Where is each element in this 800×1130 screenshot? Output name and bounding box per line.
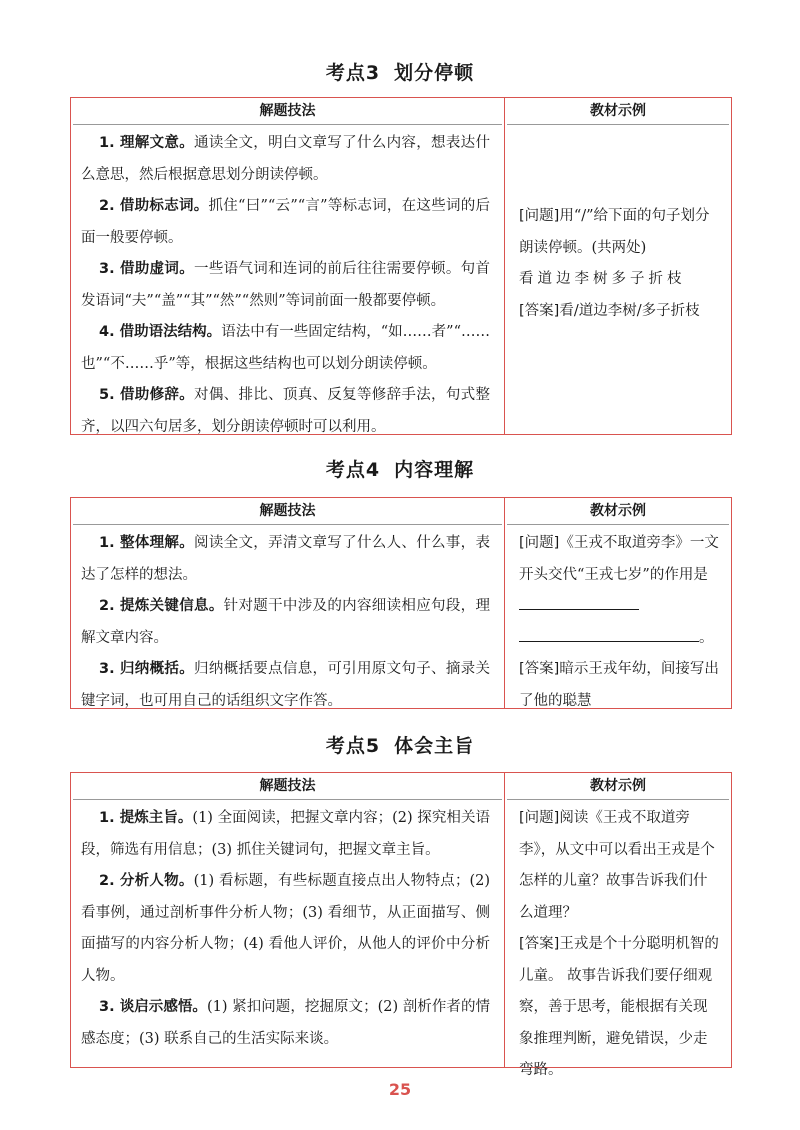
tip-item xyxy=(81,992,490,1055)
tips-column xyxy=(71,498,505,708)
tip-lead: 3. 谈启示感悟。 xyxy=(99,999,207,1015)
section-title-3 xyxy=(0,58,800,85)
answer-text: 看/道边李树/多子折枝 xyxy=(559,302,700,319)
tip-lead: 3. 借助虚词。 xyxy=(99,261,195,277)
tip-body: (1) 紧扣问题，挖掘原文；(2) 剖析作者的情感态度；(3) 联系自己的生活实际来谈。 xyxy=(81,999,490,1047)
question-text: 用“/”给下面的句子划分朗读停顿。(共两处) xyxy=(519,208,710,256)
section-number: 考点4 xyxy=(325,459,381,481)
column-header-example: 教材示例 xyxy=(507,773,729,800)
example-answer xyxy=(519,654,721,717)
question-text: 阅读《王戎不取道旁李》，从文中可以看出王戎是个怎样的儿童？故事告诉我们什么道理？ xyxy=(519,810,715,921)
tip-body: 针对题干中涉及的内容细读相应句段，理解文章内容。 xyxy=(81,598,490,646)
tips-column xyxy=(71,98,505,434)
answer-tag: [答案] xyxy=(519,302,560,319)
answer-text: 王戎是个十分聪明机智的儿童。 故事告诉我们要仔细观察，善于思考，能根据有关现象推理判断，避免错误，少走弯路。 xyxy=(519,936,719,1078)
example-question xyxy=(519,201,721,264)
tip-body: (1) 看标题，有些标题直接点出人物特点；(2) 看事例，通过剖析事件分析人物；(3) 看细节，从正面描写、侧面描写的内容分析人物；(4) 看他人评价，从他人的评价中分析人物。 xyxy=(81,873,490,984)
question-tag: [问题] xyxy=(519,208,560,224)
tip-lead: 2. 提炼关键信息。 xyxy=(99,598,224,614)
example-column xyxy=(505,773,731,1078)
tip-body: 语法中有一些固定结构，“如……者”“……也”“不……乎”等，根据这些结构也可以划分朗读停顿。 xyxy=(81,324,490,372)
column-header-example: 教材示例 xyxy=(507,498,729,525)
tip-item xyxy=(81,591,490,654)
example-column xyxy=(505,98,731,434)
answer-tag: [答案] xyxy=(519,936,560,952)
example-column xyxy=(505,498,731,708)
tip-body: 归纳概括要点信息，可引用原文句子、摘录关键字词，也可用自己的话组织文字作答。 xyxy=(81,661,490,709)
section-3-table xyxy=(70,97,732,435)
section-number: 考点5 xyxy=(325,735,381,757)
question-tag: [问题] xyxy=(519,535,560,551)
question-tag: [问题] xyxy=(519,810,560,826)
section-title-4 xyxy=(0,455,800,482)
tip-item xyxy=(81,191,490,254)
tip-lead: 4. 借助语法结构。 xyxy=(99,324,222,340)
example-sentence: 看道边李树多子折枝 xyxy=(519,271,686,287)
tip-item xyxy=(81,380,490,443)
tip-body: 抓住“曰”“云”“言”等标志词，在这些词的后面一般要停顿。 xyxy=(81,198,490,246)
tip-item xyxy=(81,317,490,380)
answer-text: 暗示王戎年幼，间接写出了他的聪慧 xyxy=(519,661,719,709)
section-title-5 xyxy=(0,731,800,758)
tip-item xyxy=(81,803,490,866)
column-header-example: 教材示例 xyxy=(507,98,729,125)
tip-lead: 5. 借助修辞。 xyxy=(99,387,195,403)
example-question xyxy=(519,803,721,929)
section-name: 体会主旨 xyxy=(394,735,475,757)
tip-body: 阅读全文，弄清文章写了什么人、什么事，表达了怎样的想法。 xyxy=(81,535,490,583)
tip-item xyxy=(81,254,490,317)
tip-item xyxy=(81,528,490,591)
tip-body: 一些语气词和连词的前后往往需要停顿。句首发语词“夫”“盖”“其”“然”“然则”等词前面一般都要停顿。 xyxy=(81,261,490,309)
tip-lead: 1. 提炼主旨。 xyxy=(99,810,193,826)
tip-item xyxy=(81,128,490,191)
tip-body: 对偶、排比、顶真、反复等修辞手法，句式整齐，以四六句居多，划分朗读停顿时可以利用。 xyxy=(81,387,490,435)
tip-body: (1) 全面阅读，把握文章内容；(2) 探究相关语段，筛选有用信息；(3) 抓住关键词句，把握文章主旨。 xyxy=(81,810,490,858)
end-mark: 。 xyxy=(699,629,714,646)
example-answer xyxy=(519,296,721,328)
answer-tag: [答案] xyxy=(519,661,560,677)
tip-item xyxy=(81,654,490,717)
tip-body: 通读全文，明白文章写了什么内容，想表达什么意思，然后根据意思划分朗读停顿。 xyxy=(81,135,490,183)
tip-lead: 3. 归纳概括。 xyxy=(99,661,195,677)
page-number: 25 xyxy=(388,1080,412,1099)
section-5-table xyxy=(70,772,732,1078)
section-name: 划分停顿 xyxy=(394,62,475,84)
tips-column xyxy=(71,773,505,1067)
section-number: 考点3 xyxy=(325,62,381,84)
tip-lead: 1. 整体理解。 xyxy=(99,535,195,551)
answer-blank[interactable] xyxy=(519,591,639,610)
question-text: 《王戎不取道旁李》一文开头交代“王戎七岁”的作用是 xyxy=(519,535,719,583)
tip-lead: 2. 借助标志词。 xyxy=(99,198,209,214)
tip-item xyxy=(81,866,490,992)
section-4-table xyxy=(70,497,732,709)
column-header-tips: 解题技法 xyxy=(73,498,502,525)
tip-lead: 1. 理解文意。 xyxy=(99,135,195,151)
column-header-tips: 解题技法 xyxy=(73,773,502,800)
example-question xyxy=(519,528,721,623)
tip-lead: 2. 分析人物。 xyxy=(99,873,194,889)
answer-blank[interactable] xyxy=(519,623,699,642)
section-name: 内容理解 xyxy=(394,459,475,481)
column-header-tips: 解题技法 xyxy=(73,98,502,125)
answer-blank-line xyxy=(519,623,721,655)
example-answer xyxy=(519,929,721,1087)
